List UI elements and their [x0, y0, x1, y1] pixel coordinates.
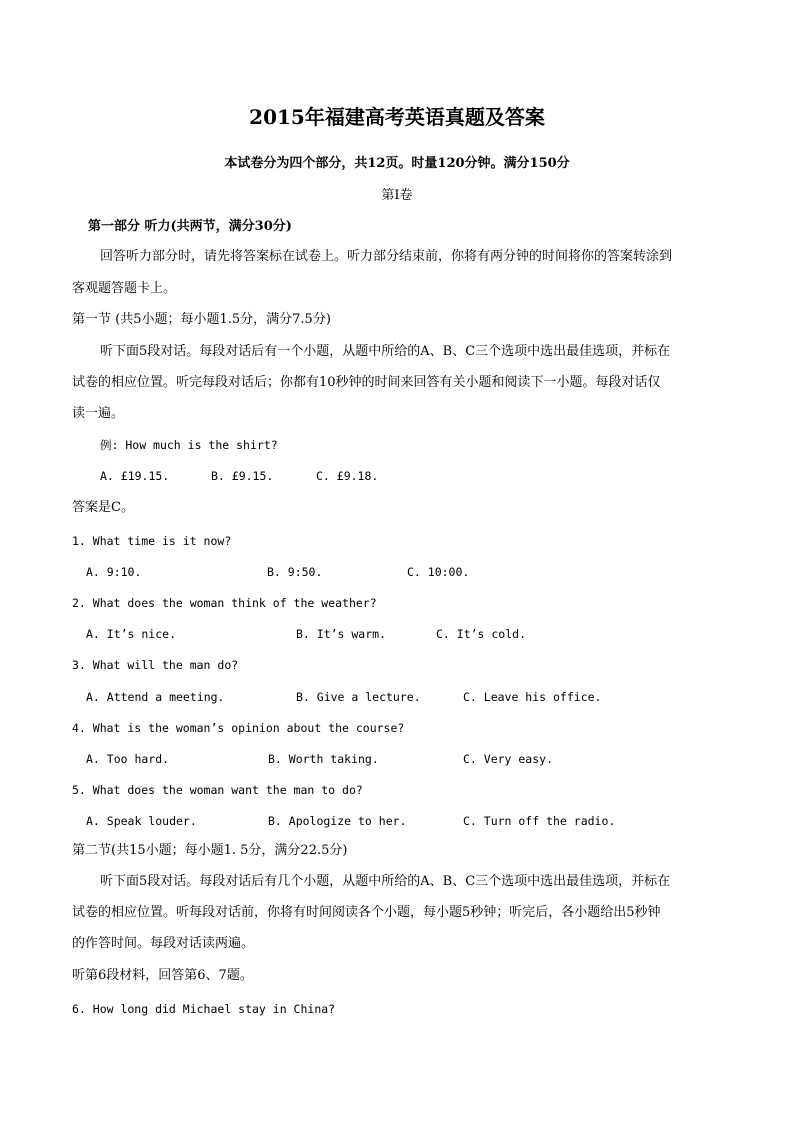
- exam-info: 本试卷分为四个部分，共12页。时量120分钟。满分150分: [224, 156, 570, 171]
- section1-heading: 第一节 (共5小题；每小题1.5分，满分7.5分): [72, 312, 331, 327]
- q5-option-a: A. Speak louder.: [86, 814, 197, 828]
- q1-option-b: B. 9:50.: [267, 565, 323, 579]
- example-option-c: C. £9.18.: [316, 469, 379, 483]
- q1-option-c: C. 10:00.: [407, 565, 470, 579]
- q5-option-b: B. Apologize to her.: [268, 814, 407, 828]
- question-5: 5. What does the woman want the man to do?: [72, 783, 363, 797]
- q5-option-c: C. Turn off the radio.: [463, 814, 616, 828]
- section2-instruction-line2: 试卷的相应位置。听每段对话前，你将有时间阅读各个小题，每小题5秒钟；听完后，各小题给出5秒钟: [72, 905, 661, 920]
- q4-option-c: C. Very easy.: [463, 752, 554, 766]
- section1-instruction-line1: 听下面5段对话。每段对话后有一个小题，从题中所给的A、B、C三个选项中选出最佳选项，并标在: [100, 344, 671, 359]
- question-2: 2. What does the woman think of the weather?: [72, 596, 377, 610]
- question-4: 4. What is the woman’s opinion about the course?: [72, 721, 405, 735]
- q4-option-b: B. Worth taking.: [268, 752, 379, 766]
- example-answer: 答案是C。: [72, 500, 134, 515]
- q1-option-a: A. 9:10.: [86, 565, 142, 579]
- q2-option-c: C. It’s cold.: [436, 627, 527, 641]
- section1-instruction-line2: 试卷的相应位置。听完每段对话后；你都有10秒钟的时间来回答有关小题和阅读下一小题。每段对话仅: [72, 375, 661, 390]
- part1-instruction-line2: 客观题答题卡上。: [72, 281, 177, 296]
- q3-option-c: C. Leave his office.: [463, 690, 602, 704]
- question-6: 6. How long did Michael stay in China?: [72, 1002, 336, 1016]
- section2-instruction-line1: 听下面5段对话。每段对话后有几个小题，从题中所给的A、B、C三个选项中选出最佳选项，并标在: [100, 874, 671, 889]
- page-title: 2015年福建高考英语真题及答案: [249, 105, 545, 129]
- q3-option-a: A. Attend a meeting.: [86, 690, 225, 704]
- part1-instruction-line1: 回答听力部分时，请先将答案标在试卷上。听力部分结束前，你将有两分钟的时间将你的答案转涂到: [100, 249, 673, 264]
- q2-option-b: B. It’s warm.: [296, 627, 387, 641]
- volume-label: 第Ⅰ卷: [381, 188, 413, 203]
- example-option-a: A. £19.15.: [100, 469, 170, 483]
- section1-instruction-line3: 读一遍。: [72, 406, 125, 421]
- question-1: 1. What time is it now?: [72, 534, 232, 548]
- q2-option-a: A. It’s nice.: [86, 627, 177, 641]
- part1-heading: 第一部分 听力(共两节，满分30分): [88, 219, 292, 234]
- material-6-label: 听第6段材料，回答第6、7题。: [72, 968, 253, 983]
- question-3: 3. What will the man do?: [72, 658, 239, 672]
- section2-heading: 第二节(共15小题；每小题1. 5分，满分22.5分): [72, 843, 348, 858]
- section2-instruction-line3: 的作答时间。每段对话读两遍。: [72, 936, 255, 951]
- q3-option-b: B. Give a lecture.: [296, 690, 421, 704]
- example-question: 例: How much is the shirt?: [100, 438, 278, 452]
- q4-option-a: A. Too hard.: [86, 752, 170, 766]
- example-option-b: B. £9.15.: [211, 469, 274, 483]
